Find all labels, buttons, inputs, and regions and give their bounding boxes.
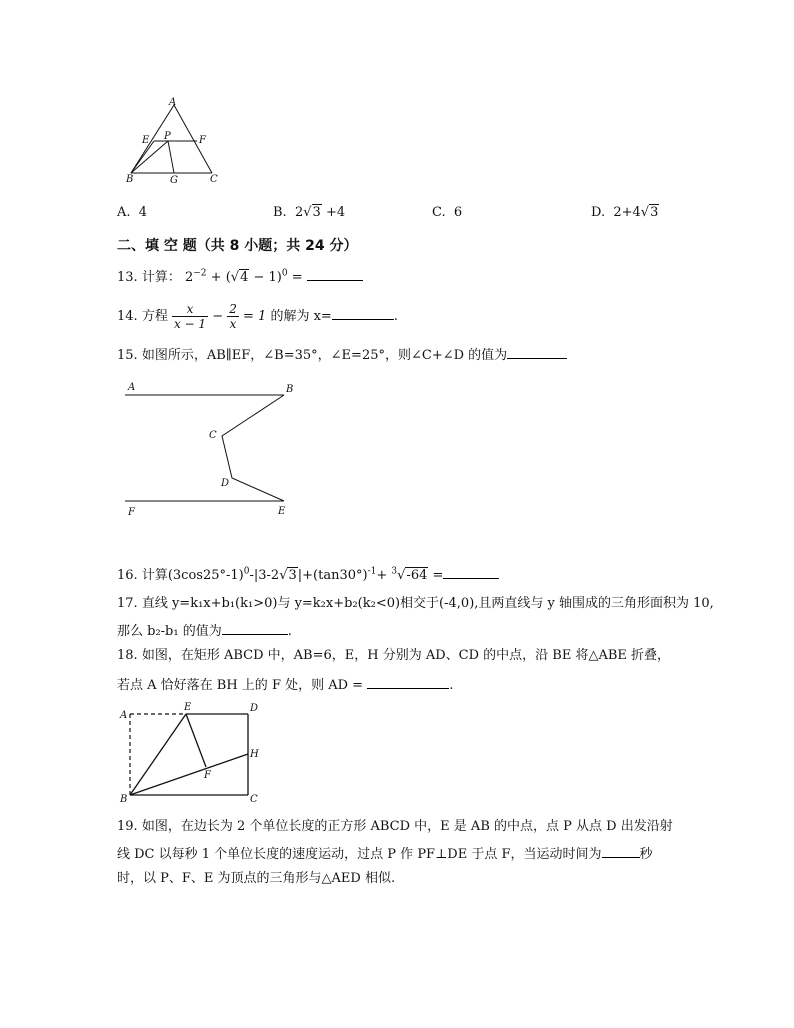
parallel-lines-figure-q15 <box>118 378 308 518</box>
fig15-label-d: D <box>221 478 230 489</box>
fig12-label-c: C <box>210 174 218 185</box>
fig12-label-f: F <box>199 135 206 146</box>
fig18-label-c: C <box>250 794 258 805</box>
fig15-label-a: A <box>128 382 136 393</box>
fig18-label-b: B <box>120 794 128 805</box>
fig15-label-e: E <box>278 506 286 517</box>
option-c: C. 6 <box>432 205 463 220</box>
answer-blank-13[interactable] <box>307 268 363 281</box>
question-18-line-2: 若点 A 恰好落在 BH 上的 F 处，则 AD = . <box>117 678 454 693</box>
fig15-label-f: F <box>128 507 135 518</box>
question-17-line-2: 那么 b₂-b₁ 的值为 . <box>117 624 292 639</box>
fig12-label-p: P <box>164 131 171 142</box>
answer-blank-17[interactable] <box>222 622 288 635</box>
question-14: 14. 方程 $\frac{x}{x - 1}$ − $\frac{2}{x}$ = 1 的解为 x= . <box>117 302 398 331</box>
answer-blank-15[interactable] <box>507 346 567 359</box>
fig12-label-a: A <box>169 97 177 108</box>
question-17-line-1: 17. 直线 y=k₁x+b₁(k₁>0)与 y=k₂x+b₂(k₂<0)相交于(-4,0),且两直线与 y 轴围成的三角形面积为 10, <box>117 596 714 611</box>
fig15-label-b: B <box>286 384 294 395</box>
rectangle-fold-figure-q18 <box>116 700 276 810</box>
option-a: A. 4 <box>117 205 148 220</box>
fig18-label-e: E <box>184 702 192 713</box>
fig18-label-a: A <box>120 710 128 721</box>
answer-blank-14[interactable] <box>332 307 394 320</box>
answer-blank-19[interactable] <box>602 845 640 858</box>
fig15-label-c: C <box>209 430 217 441</box>
fig18-label-f: F <box>204 770 211 781</box>
fig18-label-d: D <box>250 703 259 714</box>
question-19-line-2: 线 DC 以每秒 1 个单位长度的速度运动，过点 P 作 PF⊥DE 于点 F，当运动时间为 秒 <box>117 847 653 862</box>
question-15: 15. 如图所示，AB∥EF，∠B=35°，∠E=25°，则∠C+∠D 的值为 <box>117 346 567 364</box>
answer-blank-16[interactable] <box>443 566 499 579</box>
fig12-label-b: B <box>126 174 134 185</box>
section-heading: 二、填 空 题（共 8 小题；共 24 分） <box>117 238 358 254</box>
option-b: B. 2√3 +4 <box>273 205 346 220</box>
question-19-line-1: 19. 如图，在边长为 2 个单位长度的正方形 ABCD 中，E 是 AB 的中点，点 P 从点 D 出发沿射 <box>117 819 673 834</box>
question-16: 16. 计算$(3\cos 25^\circ-1)^0-|3-2√3|+(\tan 30^\circ)^{-1}+ ^3√-64$ = <box>117 566 499 584</box>
question-19-line-3: 时，以 P、F、E 为顶点的三角形与△AED 相似. <box>117 871 396 886</box>
fig12-label-g: G <box>170 175 178 186</box>
option-d: D. 2+4√3 <box>591 205 659 220</box>
answer-blank-18[interactable] <box>367 676 449 689</box>
fig18-label-h: H <box>250 749 259 760</box>
question-13: 13. 计算： $2^{-2} + (√4 - 1)^0$ = <box>117 268 363 286</box>
question-18-line-1: 18. 如图，在矩形 ABCD 中，AB=6，E，H 分别为 AD、CD 的中点，沿 BE 将△ABE 折叠， <box>117 648 671 663</box>
triangle-figure-q12 <box>118 95 228 187</box>
fig12-label-e: E <box>142 135 150 146</box>
